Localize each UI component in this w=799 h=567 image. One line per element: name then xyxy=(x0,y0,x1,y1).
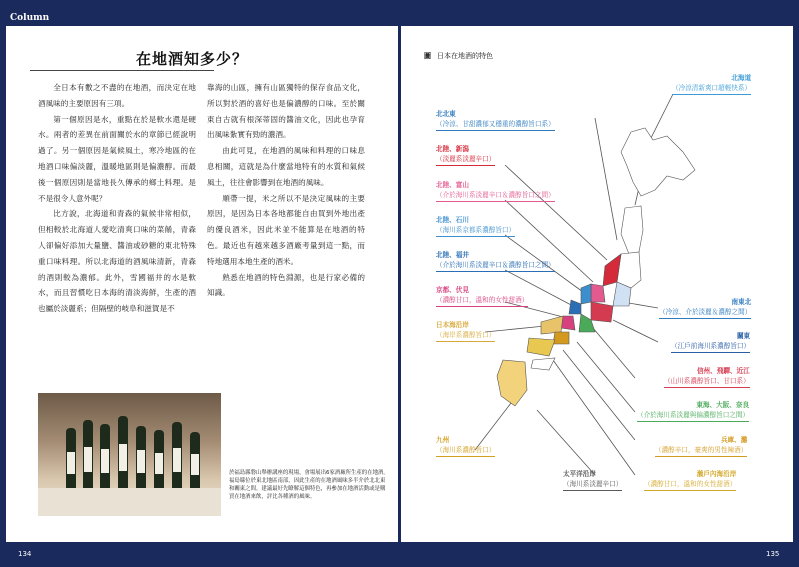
bottle-image xyxy=(190,432,200,490)
hyogo-shape xyxy=(553,332,569,344)
photo-caption: 於福島縣磐山舉辦講座的現場，會場展出6家酒廠所生產的在地酒。福島縣位於東北地區南部，因此生產的在地酒風味多半介於北北東和關東之間。建議最好先瞭解這個特色，再參加在地酒活動或是購買在地酒來飲，評比各種酒的風味。 xyxy=(229,470,389,500)
toyama-shape xyxy=(591,284,605,302)
text-column-1 xyxy=(38,80,196,317)
kyushu-shape xyxy=(497,360,527,406)
table-surface xyxy=(38,488,221,516)
region-nihonkai: 日本海沿岸 （海岸系濃醇旨口） xyxy=(436,320,495,343)
region-kitatohoku: 北北東 （冷涼、甘甜濃郁又穩重的濃醇旨口系） xyxy=(436,109,555,132)
paragraph: 熟悉在地酒的特色淵源，也是行家必備的知識。 xyxy=(207,272,365,298)
paragraph: 全日本有數之不盡的在地酒，而決定在地酒風味的主要原因有三項。 xyxy=(38,83,196,108)
bottle-image xyxy=(83,420,93,490)
footer-bar xyxy=(0,542,799,567)
column-tab: Column xyxy=(10,13,50,23)
leader-line xyxy=(613,320,658,342)
region-hokuriku-niigata: 北陸、新潟 （淡麗系淡麗辛口） xyxy=(436,144,495,167)
nihonkai-shape xyxy=(541,316,563,334)
leader-line xyxy=(577,342,635,412)
region-tokai: 東海、大阪、奈良 （介於海川系淡麗與偏濃醇旨口之間） xyxy=(637,400,749,423)
leader-line xyxy=(553,360,635,475)
hokkaido-shape xyxy=(621,128,695,196)
paragraph: 比方說，北海道和青森的氣候非常相似，但相較於北海道人愛吃清爽口味的菜餚，青森人卻偏好添加大量鹽、醬油或砂糖的東北特殊重口味料理。所以北海道的酒風味清新，青森的酒則較為濃郁。此外，雪國福井的水是軟水，而且習慣吃日本海的清淡海鮮，生產的酒也屬於淡麗系；但隔壁的岐阜和滋賀是不 xyxy=(38,209,196,314)
page-number-left: 134 xyxy=(18,550,32,558)
region-taiheiyo: 太平洋沿岸 （海川系淡麗辛口） xyxy=(563,469,622,492)
header-bar xyxy=(0,0,799,26)
bottle-image xyxy=(118,416,128,490)
leader-line xyxy=(595,118,617,240)
page-title: 在地酒知多少？ xyxy=(136,50,249,68)
region-kyoto-fushimi: 京都、伏見 （濃醇甘口，溫和的女性甜酒） xyxy=(436,285,528,308)
region-kyushu: 九州 （海川系濃醇旨口） xyxy=(436,435,495,458)
region-hokuriku-toyama: 北陸、富山 （介於海川系淡麗辛口＆濃醇旨口之間） xyxy=(436,180,555,203)
page-number-right: 135 xyxy=(766,550,780,558)
figure-title-text: 日本在地酒的特色 xyxy=(437,52,493,60)
figure-title xyxy=(424,51,493,61)
leader-line xyxy=(593,328,635,378)
sake-bottles-photo xyxy=(38,393,221,516)
kitatohoku-shape xyxy=(621,206,643,254)
shikoku-shape xyxy=(531,358,555,370)
figure-label: 圖 xyxy=(424,52,431,60)
paragraph: 由此可見，在地酒的風味和料理的口味息息相關，這就是為什麼當地特有的水質和氣候風土，往往會影響到在地酒的風味。 xyxy=(207,146,365,187)
paragraph: 靠海的山區，擁有山區獨特的保存食品文化，所以對於酒的喜好也是偏濃醇的口味。至於關東自古就有根深蒂固的醬油文化，因此也孕育出風味紮實有勁的濃酒。 xyxy=(207,83,365,140)
setonaikai-shape xyxy=(527,338,555,356)
ishikawa-shape xyxy=(581,284,591,304)
region-kanto: 關東 （江戶前海川系濃醇旨口） xyxy=(671,331,750,354)
paragraph: 順帶一提，米之所以不是決定風味的主要原因，是因為日本各地都能自由買到外地出產的優良酒米，因此米並不能算是在地酒的特色。最近也有越來越多酒廠考量到這一點，而特地選用本地生產的酒米。 xyxy=(207,193,365,266)
region-shinshu: 信州、飛驒、近江 （山川系濃醇旨口、甘口系） xyxy=(664,366,750,389)
fukui-shape xyxy=(569,300,581,314)
leader-line xyxy=(563,350,635,440)
region-hokuriku-fukui: 北陸、福井 （介於海川系淡麗辛口＆濃醇旨口之間） xyxy=(436,250,555,273)
paragraph: 第一個原因是水，重點在於是軟水還是硬水。兩者的差異在前面關於水的章節已經說明過了。另一個原因是氣候風土，寒冷地區的在地酒口味偏淡麗，溫暖地區則是偏濃醇。而最後一個原因則是當地長久傳承的鄉土料理。是不是很令人意外呢？ xyxy=(38,114,196,203)
bottle-image xyxy=(172,422,182,490)
bottle-image xyxy=(154,430,164,490)
region-hokkaido: 北海道 （冷涼清新爽口超輕快系） xyxy=(672,73,751,96)
leader-line xyxy=(537,410,595,475)
bottle-image xyxy=(66,428,76,490)
shinshu-shape xyxy=(591,302,613,322)
bottle-image xyxy=(100,424,110,490)
region-hyogo: 兵庫、灘 （濃醇辛口，豪爽的男性辣酒） xyxy=(655,435,747,458)
region-setonaikai: 瀨戶內海沿岸 （濃醇甘口，溫和的女性甜酒） xyxy=(644,469,736,492)
kyoto-shape xyxy=(561,316,575,330)
title-underline xyxy=(30,70,214,71)
text-column-2 xyxy=(207,80,365,301)
bottle-image xyxy=(136,426,146,490)
region-minamitohoku: 南東北 （冷涼、介於淡麗＆濃醇之間） xyxy=(659,297,751,320)
region-hokuriku-ishikawa: 北陸、石川 （海川系京都系濃醇旨口） xyxy=(436,215,515,238)
